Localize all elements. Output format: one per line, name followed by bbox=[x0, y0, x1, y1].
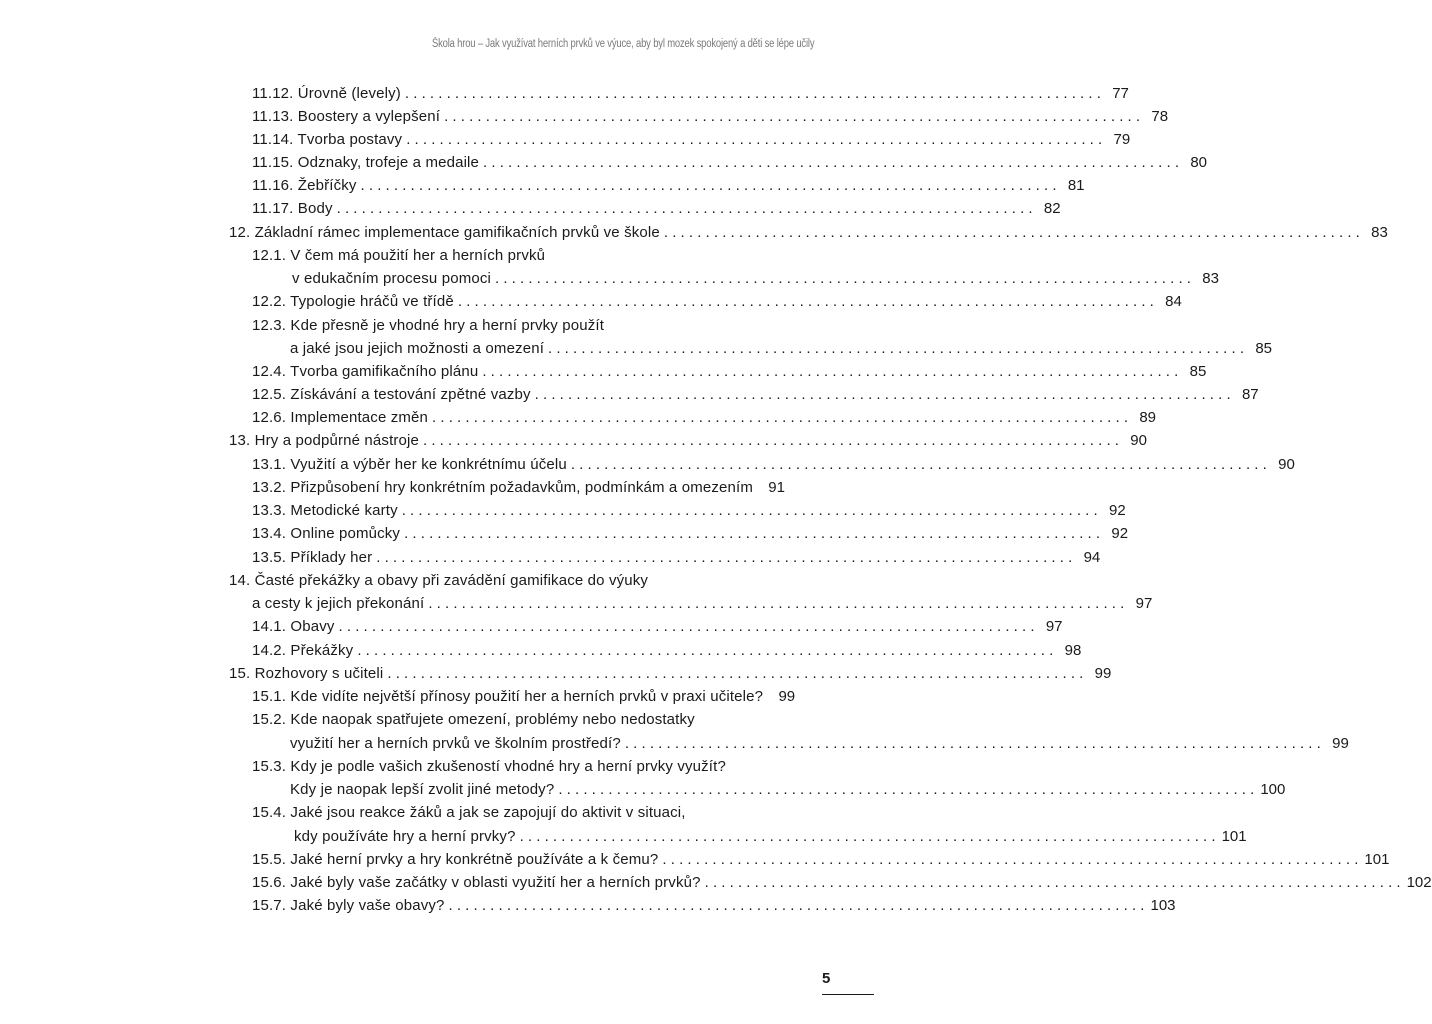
dot-leader bbox=[337, 197, 1033, 220]
toc-entry-page: 92 bbox=[1111, 525, 1129, 542]
toc-entry-label: 15.1. Kde vidíte největší přínosy použití her a herních prvků v praxi učitele? bbox=[252, 688, 764, 705]
toc-entry-page: 90 bbox=[1130, 432, 1147, 449]
running-header: Škola hrou – Jak využívat herních prvků ve výuce, aby byl mozek spokojený a děti se lépe učily bbox=[431, 38, 814, 50]
toc-entry[interactable] bbox=[252, 755, 784, 778]
toc-entry-page: 82 bbox=[1043, 200, 1061, 217]
toc-entry[interactable] bbox=[252, 151, 1208, 174]
toc-entry-label: 15.2. Kde naopak spatřujete omezení, problémy nebo nedostatky bbox=[252, 711, 695, 728]
toc-entry-page: 101 bbox=[1221, 828, 1247, 845]
toc-entry-label: 15.4. Jaké jsou reakce žáků a jak se zapojují do aktivit v situaci, bbox=[252, 804, 686, 821]
toc-chapter-entry[interactable] bbox=[229, 569, 784, 592]
toc-entry[interactable] bbox=[252, 290, 1182, 313]
dot-leader bbox=[339, 615, 1035, 638]
toc-entry[interactable] bbox=[252, 848, 1390, 871]
toc-entry-label: a cesty k jejich překonání bbox=[252, 595, 425, 612]
toc-entry[interactable] bbox=[252, 871, 1432, 894]
toc-entry-label: a jaké jsou jejich možnosti a omezení bbox=[290, 340, 545, 357]
toc-entry-page: 80 bbox=[1190, 154, 1208, 171]
toc-entry-continuation[interactable] bbox=[290, 337, 1272, 360]
toc-entry-page: 102 bbox=[1406, 874, 1432, 891]
toc-entry-label: 14. Časté překážky a obavy při zavádění gamifikace do výuky bbox=[229, 572, 649, 589]
dot-leader bbox=[361, 174, 1057, 197]
toc-entry-page: 85 bbox=[1255, 340, 1272, 357]
toc-entry-label: 15.6. Jaké byly vaše začátky v oblasti využití her a herních prvků? bbox=[252, 874, 701, 891]
dot-leader bbox=[483, 151, 1179, 174]
toc-entry[interactable] bbox=[252, 453, 1295, 476]
toc-entry-label: 12.2. Typologie hráčů ve třídě bbox=[252, 293, 454, 310]
dot-leader bbox=[432, 406, 1128, 429]
toc-entry[interactable] bbox=[252, 685, 796, 708]
toc-entry-label: 13. Hry a podpůrné nástroje bbox=[229, 432, 419, 449]
toc-chapter-entry[interactable] bbox=[229, 662, 1112, 685]
toc-entry-label: Kdy je naopak lepší zvolit jiné metody? bbox=[290, 781, 555, 798]
toc-entry-continuation[interactable] bbox=[294, 825, 1247, 848]
dot-leader bbox=[705, 871, 1401, 894]
page-number: 5 bbox=[822, 970, 831, 987]
toc-entry-page: 90 bbox=[1278, 456, 1295, 473]
dot-leader bbox=[449, 894, 1145, 917]
toc-entry[interactable] bbox=[252, 128, 1131, 151]
dot-leader bbox=[625, 732, 1321, 755]
toc-entry-label: 11.15. Odznaky, trofeje a medaile bbox=[252, 154, 480, 171]
toc-entry-label: 12.1. V čem má použití her a herních prvků bbox=[252, 247, 546, 264]
toc-entry-page: 97 bbox=[1135, 595, 1153, 612]
toc-entry-label: 15.3. Kdy je podle vašich zkušeností vhodné hry a herní prvky využít? bbox=[252, 758, 726, 775]
toc-entry-page: 99 bbox=[1332, 735, 1349, 752]
dot-leader bbox=[662, 848, 1358, 871]
toc-entry-page: 83 bbox=[1371, 224, 1388, 241]
dot-leader bbox=[482, 360, 1178, 383]
dot-leader bbox=[558, 778, 1254, 801]
toc-entry-label: 13.4. Online pomůcky bbox=[252, 525, 401, 542]
toc-entry-label: 11.16. Žebříčky bbox=[252, 177, 357, 194]
toc-entry-label: 12.6. Implementace změn bbox=[252, 409, 429, 426]
toc-entry-label: 12.3. Kde přesně je vhodné hry a herní prvky použít bbox=[252, 317, 605, 334]
toc-entry[interactable] bbox=[252, 406, 1157, 429]
toc-entry-label: 11.17. Body bbox=[252, 200, 333, 217]
toc-entry[interactable] bbox=[252, 82, 1129, 105]
dot-leader bbox=[664, 221, 1360, 244]
toc-entry-page: 83 bbox=[1202, 270, 1219, 287]
toc-entry-page: 78 bbox=[1151, 108, 1169, 125]
toc-entry-label: 11.13. Boostery a vylepšení bbox=[252, 108, 441, 125]
toc-entry-label: 14.2. Překážky bbox=[252, 642, 354, 659]
toc-entry-page: 89 bbox=[1139, 409, 1157, 426]
toc-entry-page: 98 bbox=[1064, 642, 1082, 659]
toc-entry-page: 91 bbox=[768, 479, 785, 496]
toc-entry-label: využití her a herních prvků ve školním prostředí? bbox=[290, 735, 621, 752]
toc-entry-label: 12.4. Tvorba gamifikačního plánu bbox=[252, 363, 479, 380]
toc-entry-page: 103 bbox=[1150, 897, 1176, 914]
toc-entry-page: 92 bbox=[1109, 502, 1126, 519]
toc-entry[interactable] bbox=[252, 383, 1259, 406]
toc-entry-label: kdy používáte hry a herní prvky? bbox=[294, 828, 516, 845]
dot-leader bbox=[405, 82, 1101, 105]
toc-entry[interactable] bbox=[252, 894, 1176, 917]
dot-leader bbox=[548, 337, 1244, 360]
toc-entry[interactable] bbox=[252, 360, 1207, 383]
dot-leader bbox=[404, 522, 1100, 545]
dot-leader bbox=[535, 383, 1231, 406]
dot-leader bbox=[458, 290, 1154, 313]
dot-leader bbox=[402, 499, 1098, 522]
toc-entry-page: 84 bbox=[1165, 293, 1182, 310]
toc-entry-continuation[interactable] bbox=[252, 592, 1153, 615]
toc-entry[interactable] bbox=[252, 197, 1061, 220]
dot-leader bbox=[495, 267, 1191, 290]
dot-leader bbox=[387, 662, 1083, 685]
toc-entry-page: 94 bbox=[1083, 549, 1101, 566]
toc-entry-page: 81 bbox=[1067, 177, 1085, 194]
toc-entry-continuation[interactable] bbox=[290, 778, 1286, 801]
toc-entry-label: 13.5. Příklady her bbox=[252, 549, 373, 566]
toc-entry-label: 15. Rozhovory s učiteli bbox=[229, 665, 384, 682]
page-number-rule bbox=[822, 994, 874, 995]
toc-entry-label: 12. Základní rámec implementace gamifikačních prvků ve škole bbox=[229, 224, 660, 241]
toc-entry-page: 99 bbox=[1094, 665, 1112, 682]
toc-chapter-entry[interactable] bbox=[229, 429, 1147, 452]
toc-entry-page: 87 bbox=[1241, 386, 1259, 403]
toc-entry-label: 15.5. Jaké herní prvky a hry konkrétně používáte a k čemu? bbox=[252, 851, 659, 868]
toc-entry-page: 97 bbox=[1045, 618, 1063, 635]
toc-entry[interactable] bbox=[252, 546, 1101, 569]
toc-entry-page: 77 bbox=[1112, 85, 1129, 102]
dot-leader bbox=[423, 429, 1119, 452]
dot-leader bbox=[444, 105, 1140, 128]
toc-entry-label: 12.5. Získávání a testování zpětné vazby bbox=[252, 386, 531, 403]
toc-entry-label: 13.3. Metodické karty bbox=[252, 502, 398, 519]
toc-entry-label: 15.7. Jaké byly vaše obavy? bbox=[252, 897, 445, 914]
toc-entry-label: 13.1. Využití a výběr her ke konkrétnímu účelu bbox=[252, 456, 567, 473]
toc-entry[interactable] bbox=[252, 639, 1082, 662]
toc-entry-page: 101 bbox=[1364, 851, 1390, 868]
dot-leader bbox=[520, 825, 1216, 848]
toc-entry-label: v edukačním procesu pomoci bbox=[292, 270, 491, 287]
toc-entry[interactable] bbox=[252, 314, 784, 337]
toc-chapter-entry[interactable] bbox=[229, 221, 1388, 244]
toc-entry[interactable] bbox=[252, 615, 1063, 638]
dot-leader bbox=[571, 453, 1267, 476]
toc-entry-label: 13.2. Přizpůsobení hry konkrétním požadavkům, podmínkám a omezením bbox=[252, 479, 753, 496]
toc-entry-page: 100 bbox=[1260, 781, 1286, 798]
toc-entry[interactable] bbox=[252, 174, 1085, 197]
dot-leader bbox=[428, 592, 1124, 615]
toc-entry[interactable] bbox=[252, 522, 1129, 545]
toc-entry-page: 79 bbox=[1113, 131, 1131, 148]
toc-entry[interactable] bbox=[252, 105, 1169, 128]
toc-entry-page: 85 bbox=[1189, 363, 1207, 380]
dot-leader bbox=[376, 546, 1072, 569]
toc-entry[interactable] bbox=[252, 708, 784, 731]
dot-leader bbox=[357, 639, 1053, 662]
toc-entry-label: 11.14. Tvorba postavy bbox=[252, 131, 403, 148]
toc-entry[interactable] bbox=[252, 801, 784, 824]
toc-entry-label: 14.1. Obavy bbox=[252, 618, 335, 635]
toc-entry-label: 11.12. Úrovně (levely) bbox=[252, 85, 401, 102]
dot-leader bbox=[406, 128, 1102, 151]
toc-entry-continuation[interactable] bbox=[292, 267, 1219, 290]
toc-entry-continuation[interactable] bbox=[290, 732, 1349, 755]
toc-entry-page: 99 bbox=[778, 688, 796, 705]
toc-entry[interactable] bbox=[252, 499, 1126, 522]
toc-entry[interactable] bbox=[252, 244, 784, 267]
toc-entry[interactable] bbox=[252, 476, 784, 499]
